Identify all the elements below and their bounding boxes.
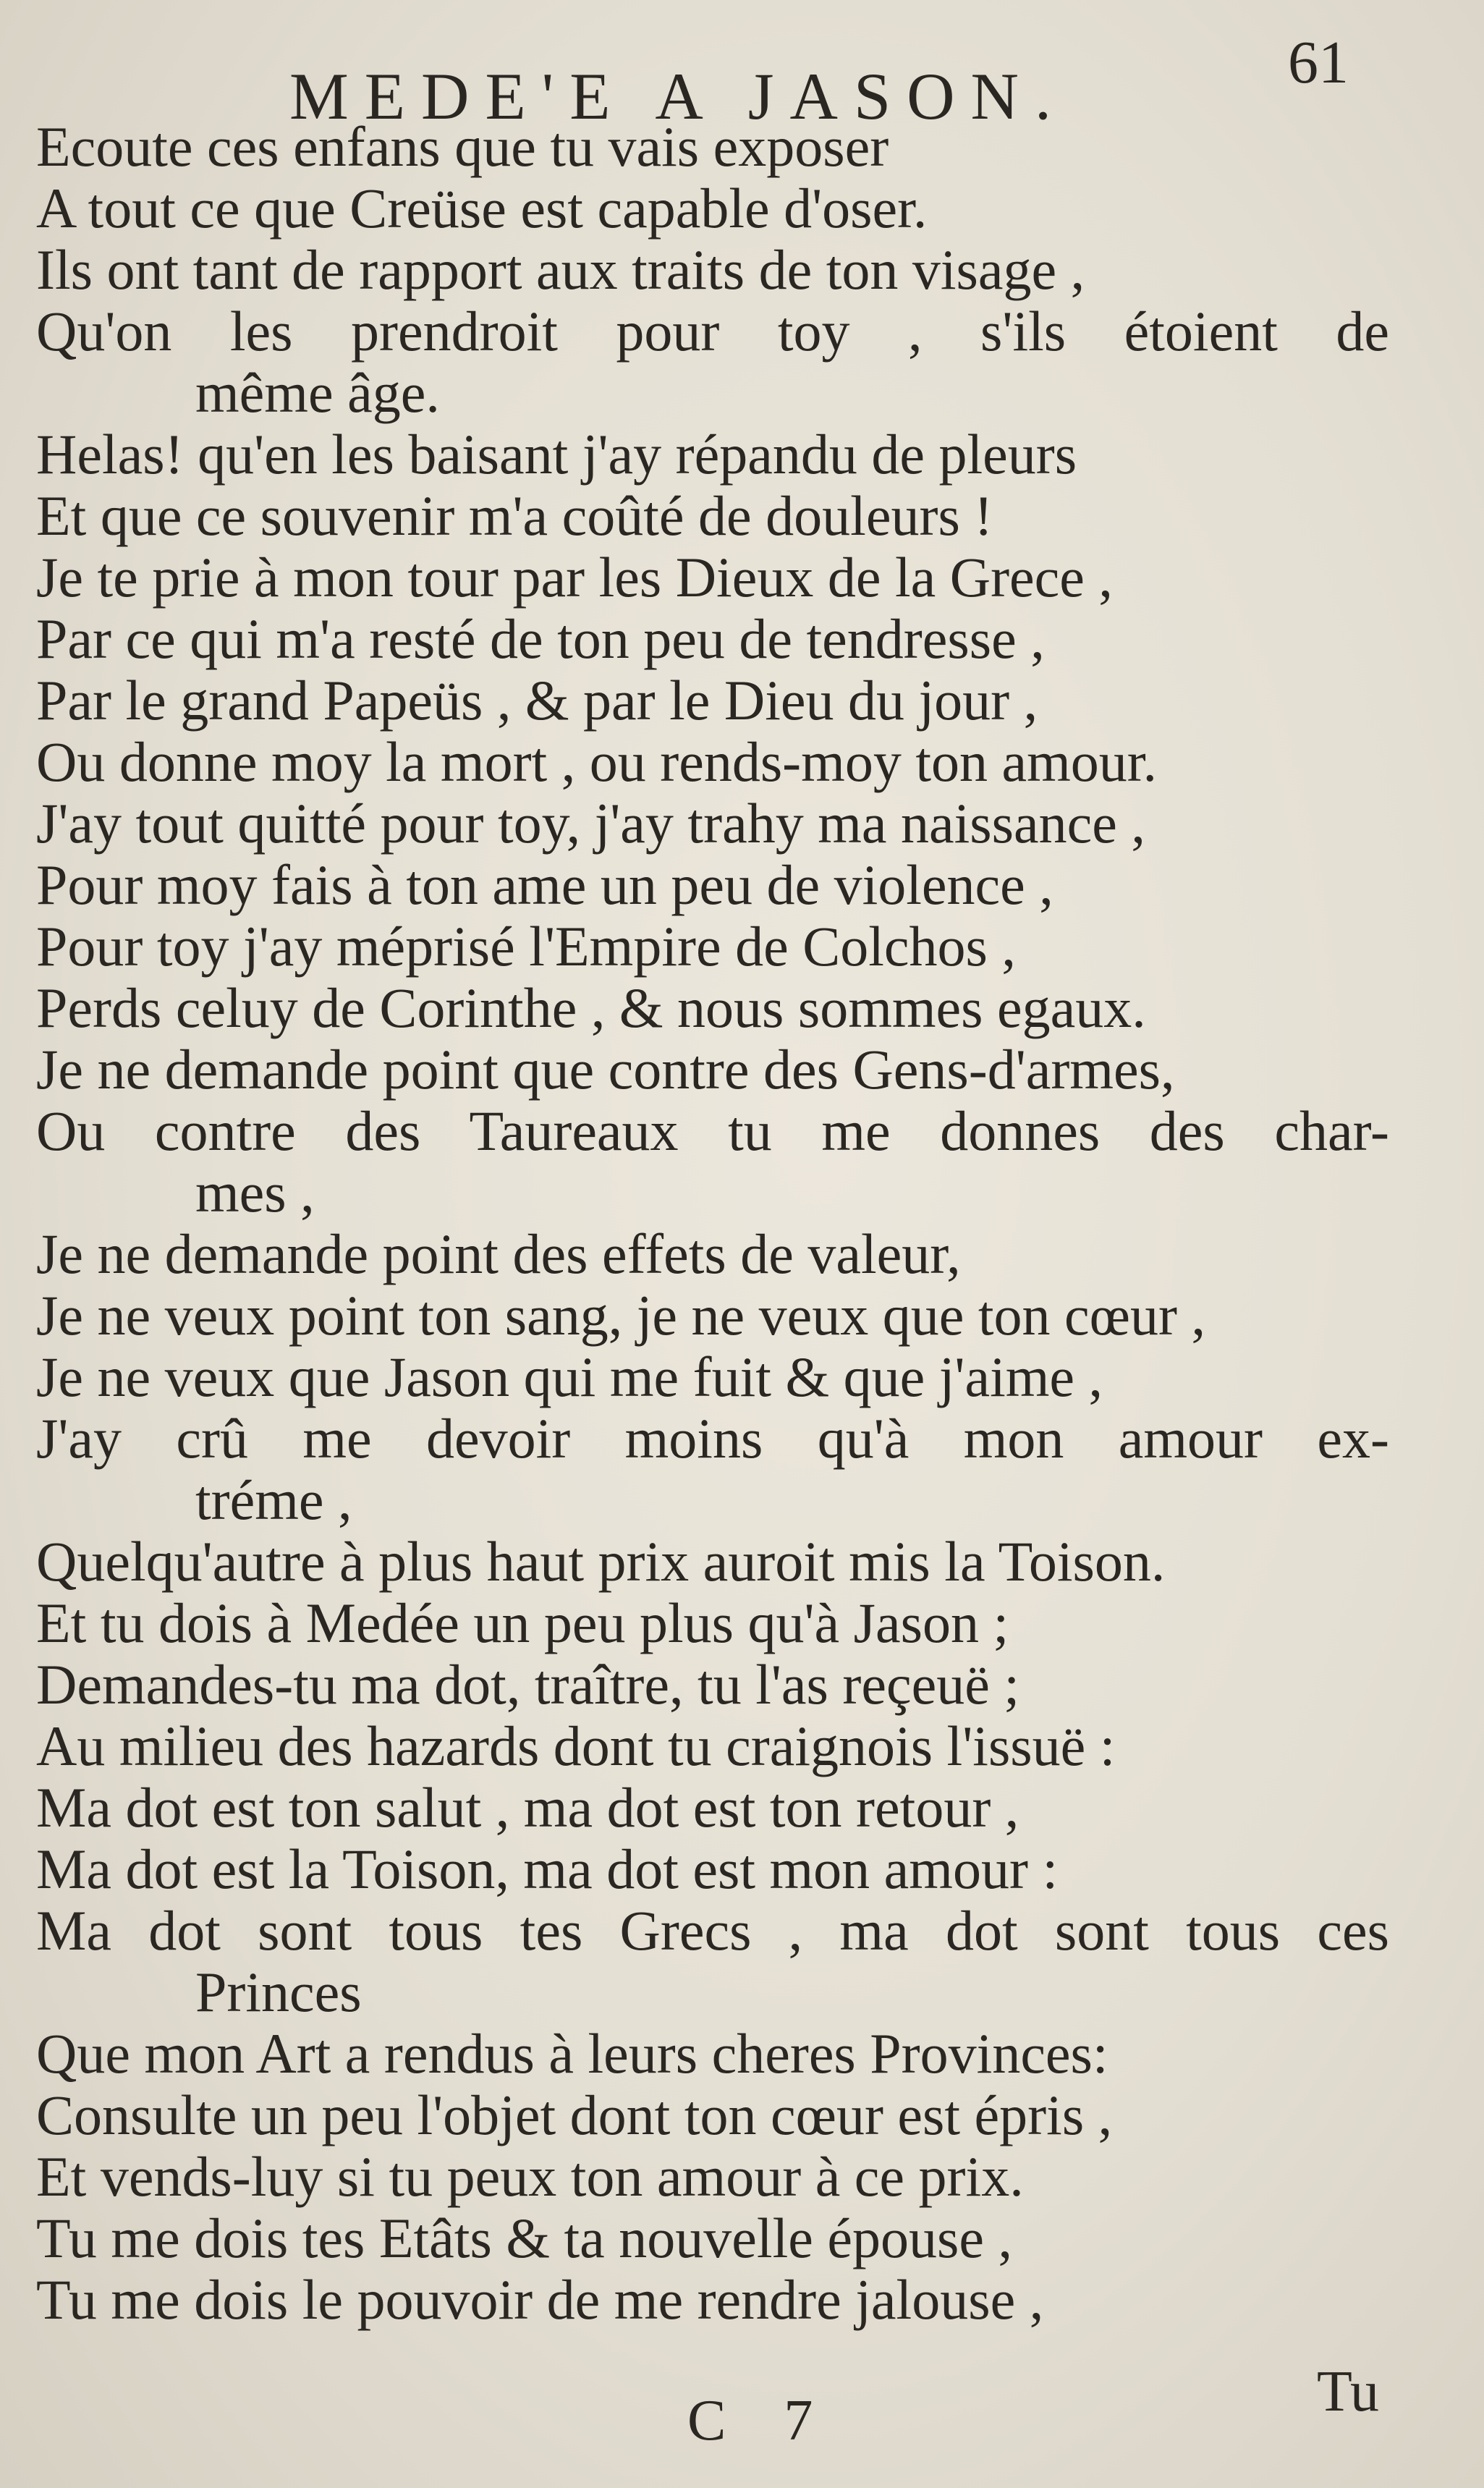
verse-line: Ma dot est la Toison, ma dot est mon amour :	[36, 1837, 1059, 1900]
verse-line: Ecoute ces enfans que tu vais exposer	[36, 115, 889, 178]
verse-text	[36, 116, 1411, 2330]
verse-line: Par le grand Papeüs , & par le Dieu du jour ,	[36, 669, 1038, 732]
verse-line: Consulte un peu l'objet dont ton cœur est épris ,	[36, 2083, 1113, 2146]
verse-line: Par ce qui m'a resté de ton peu de tendresse ,	[36, 607, 1045, 670]
verse-line: tréme ,	[195, 1468, 352, 1531]
verse-line: Je ne demande point des effets de valeur,	[36, 1222, 961, 1285]
verse-line: Demandes-tu ma dot, traître, tu l'as reçeuë ;	[36, 1653, 1020, 1716]
verse-line: mes ,	[195, 1161, 315, 1224]
verse-line: Pour moy fais à ton ame un peu de violence ,	[36, 853, 1053, 916]
verse-line: Quelqu'autre à plus haut prix auroit mis la Toison.	[36, 1530, 1166, 1593]
page-footer	[0, 2360, 1484, 2475]
verse-line: Que mon Art a rendus à leurs cheres Provinces:	[36, 2022, 1108, 2085]
verse-line: Ou donne moy la mort , ou rends-moy ton amour.	[36, 730, 1157, 793]
running-title: MEDE'E A JASON.	[289, 59, 1067, 133]
verse-line: A tout ce que Creüse est capable d'oser.	[36, 177, 928, 240]
verse-line: Ma dot sont tous tes Grecs , ma dot sont tous ces	[36, 1899, 1389, 1962]
verse-line: Je ne veux que Jason qui me fuit & que j'aime ,	[36, 1345, 1103, 1408]
verse-line: Perds celuy de Corinthe , & nous sommes egaux.	[36, 976, 1146, 1039]
verse-line: même âge.	[195, 361, 440, 424]
verse-line: Ma dot est ton salut , ma dot est ton retour ,	[36, 1776, 1019, 1839]
verse-line: Tu me dois le pouvoir de me rendre jalouse ,	[36, 2268, 1044, 2331]
verse-line: Qu'on les prendroit pour toy , s'ils étoient de	[36, 300, 1389, 363]
verse-line: Ou contre des Taureaux tu me donnes des char-	[36, 1099, 1389, 1162]
verse-line: Pour toy j'ay méprisé l'Empire de Colchos ,	[36, 915, 1016, 978]
page-number: 61	[1288, 29, 1349, 96]
signature-mark: C 7	[687, 2389, 835, 2453]
verse-line: J'ay crû me devoir moins qu'à mon amour ex-	[36, 1407, 1389, 1470]
verse-line: Je ne veux point ton sang, je ne veux que ton cœur ,	[36, 1284, 1205, 1347]
verse-line: Ils ont tant de rapport aux traits de ton visage ,	[36, 238, 1085, 301]
verse-line: Je te prie à mon tour par les Dieux de la Grece ,	[36, 546, 1113, 609]
verse-line: Et vends-luy si tu peux ton amour à ce prix.	[36, 2145, 1024, 2208]
verse-line: J'ay tout quitté pour toy, j'ay trahy ma naissance ,	[36, 792, 1145, 855]
verse-line: Et que ce souvenir m'a coûté de douleurs !	[36, 484, 993, 547]
verse-line: Helas! qu'en les baisant j'ay répandu de pleurs	[36, 423, 1077, 486]
verse-line: Princes	[195, 1960, 362, 2023]
verse-line: Tu me dois tes Etâts & ta nouvelle épouse ,	[36, 2206, 1012, 2269]
verse-line: Au milieu des hazards dont tu craignois l'issuë :	[36, 1714, 1116, 1777]
verse-line: Je ne demande point que contre des Gens-d'armes,	[36, 1038, 1175, 1101]
verse-line: Et tu dois à Medée un peu plus qu'à Jason ;	[36, 1591, 1009, 1654]
catchword: Tu	[1317, 2360, 1380, 2424]
